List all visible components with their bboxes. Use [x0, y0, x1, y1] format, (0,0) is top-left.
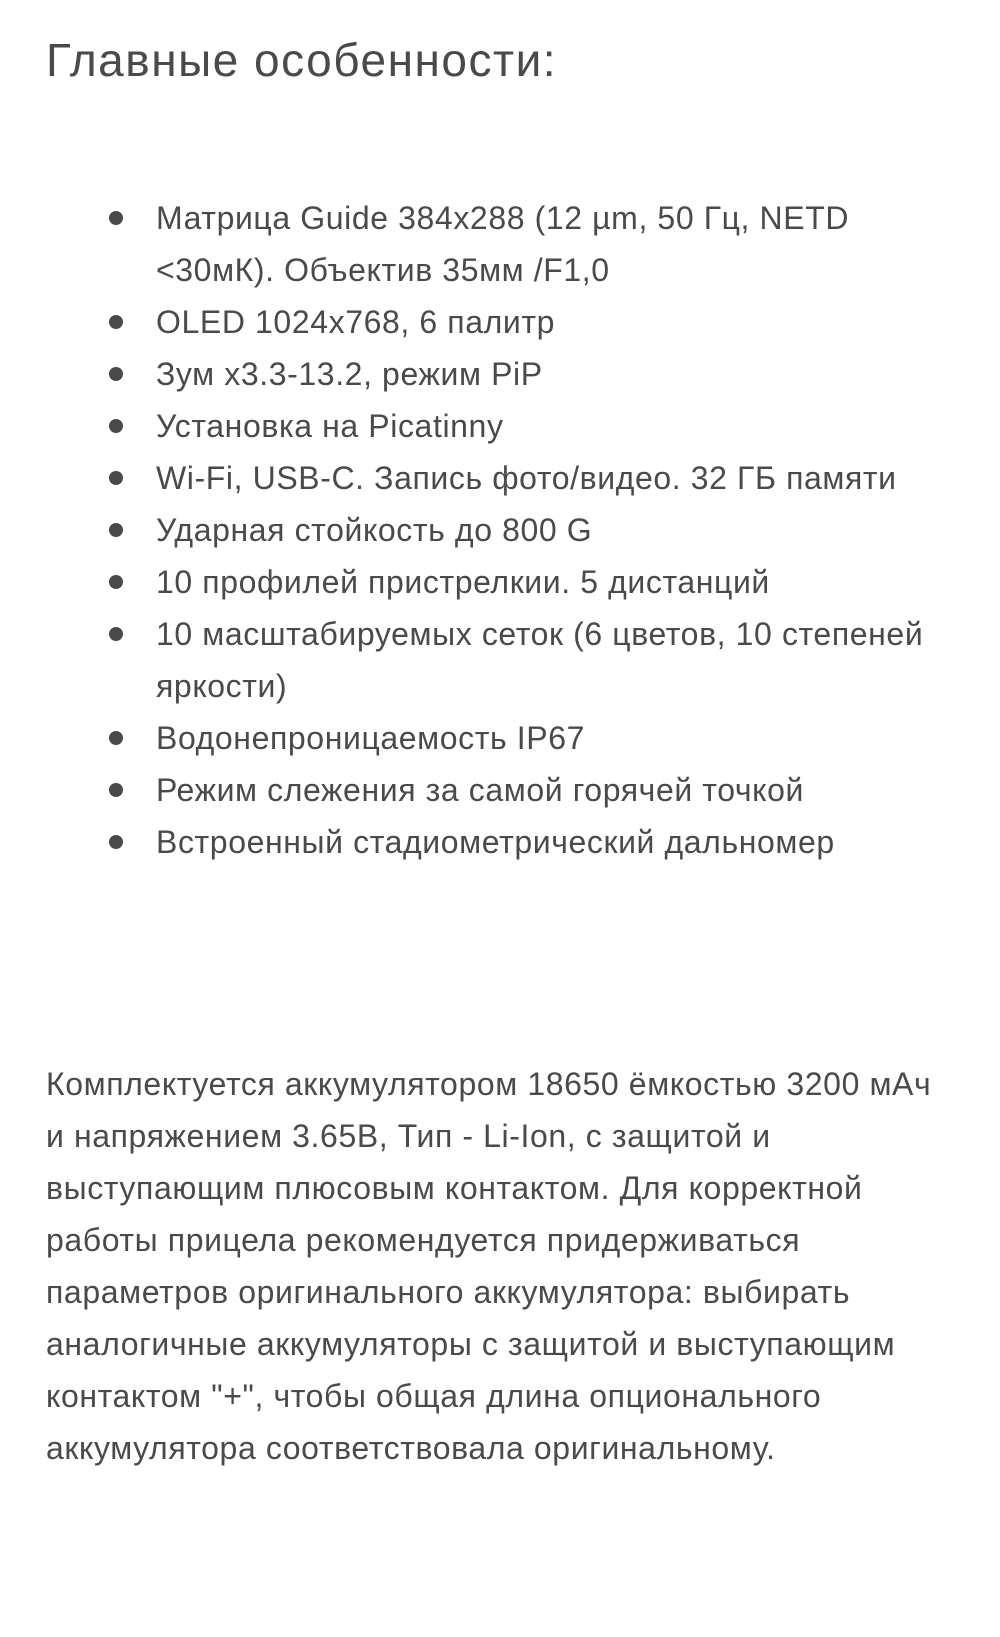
bullet-icon — [109, 731, 123, 745]
feature-item — [0, 556, 1000, 608]
feature-item — [0, 608, 1000, 712]
bullet-icon — [109, 627, 123, 641]
feature-item — [0, 816, 1000, 868]
features-list — [0, 192, 1000, 868]
bullet-icon — [109, 211, 123, 225]
feature-item — [0, 452, 1000, 504]
bullet-icon — [109, 523, 123, 537]
feature-item — [0, 764, 1000, 816]
feature-item — [0, 400, 1000, 452]
feature-item — [0, 192, 1000, 296]
feature-text: OLED 1024х768, 6 палитр — [156, 304, 556, 340]
bullet-icon — [109, 419, 123, 433]
feature-text: Водонепроницаемость IP67 — [156, 720, 586, 756]
feature-text: Матрица Guide 384х288 (12 µm, 50 Гц, NETD <30мК). Объектив 35мм /F1,0 — [156, 200, 850, 288]
feature-text: Режим слежения за самой горячей точкой — [156, 772, 805, 808]
feature-text: Встроенный стадиометрический дальномер — [156, 824, 835, 860]
feature-text: 10 профилей пристрелкии. 5 дистанций — [156, 564, 770, 600]
feature-item — [0, 348, 1000, 400]
battery-description: Комплектуется аккумулятором 18650 ёмкостью 3200 мАч и напряжением 3.65В, Тип - Li-Ion, с защитой и выступающим плюсовым контактом. Для корректной работы прицела рекомендуется придерживаться параметров оригинального аккумулятора: выбирать аналогичные аккумуляторы с защитой и выступающим контактом "+", чтобы общая длина опционального аккумулятора соответствовала оригинальному. — [46, 1066, 932, 1466]
bullet-icon — [109, 471, 123, 485]
feature-text: Установка на Picatinny — [156, 408, 504, 444]
bullet-icon — [109, 575, 123, 589]
bullet-icon — [109, 315, 123, 329]
feature-text: Wi-Fi, USB-C. Запись фото/видео. 32 ГБ памяти — [156, 460, 897, 496]
feature-text: 10 масштабируемых сеток (6 цветов, 10 степеней яркости) — [156, 616, 924, 704]
feature-item — [0, 504, 1000, 556]
feature-text: Зум х3.3-13.2, режим PiP — [156, 356, 543, 392]
bullet-icon — [109, 783, 123, 797]
section-heading: Главные особенности: — [46, 34, 558, 86]
feature-item — [0, 296, 1000, 348]
bullet-icon — [109, 367, 123, 381]
feature-item — [0, 712, 1000, 764]
feature-text: Ударная стойкость до 800 G — [156, 512, 593, 548]
bullet-icon — [109, 835, 123, 849]
